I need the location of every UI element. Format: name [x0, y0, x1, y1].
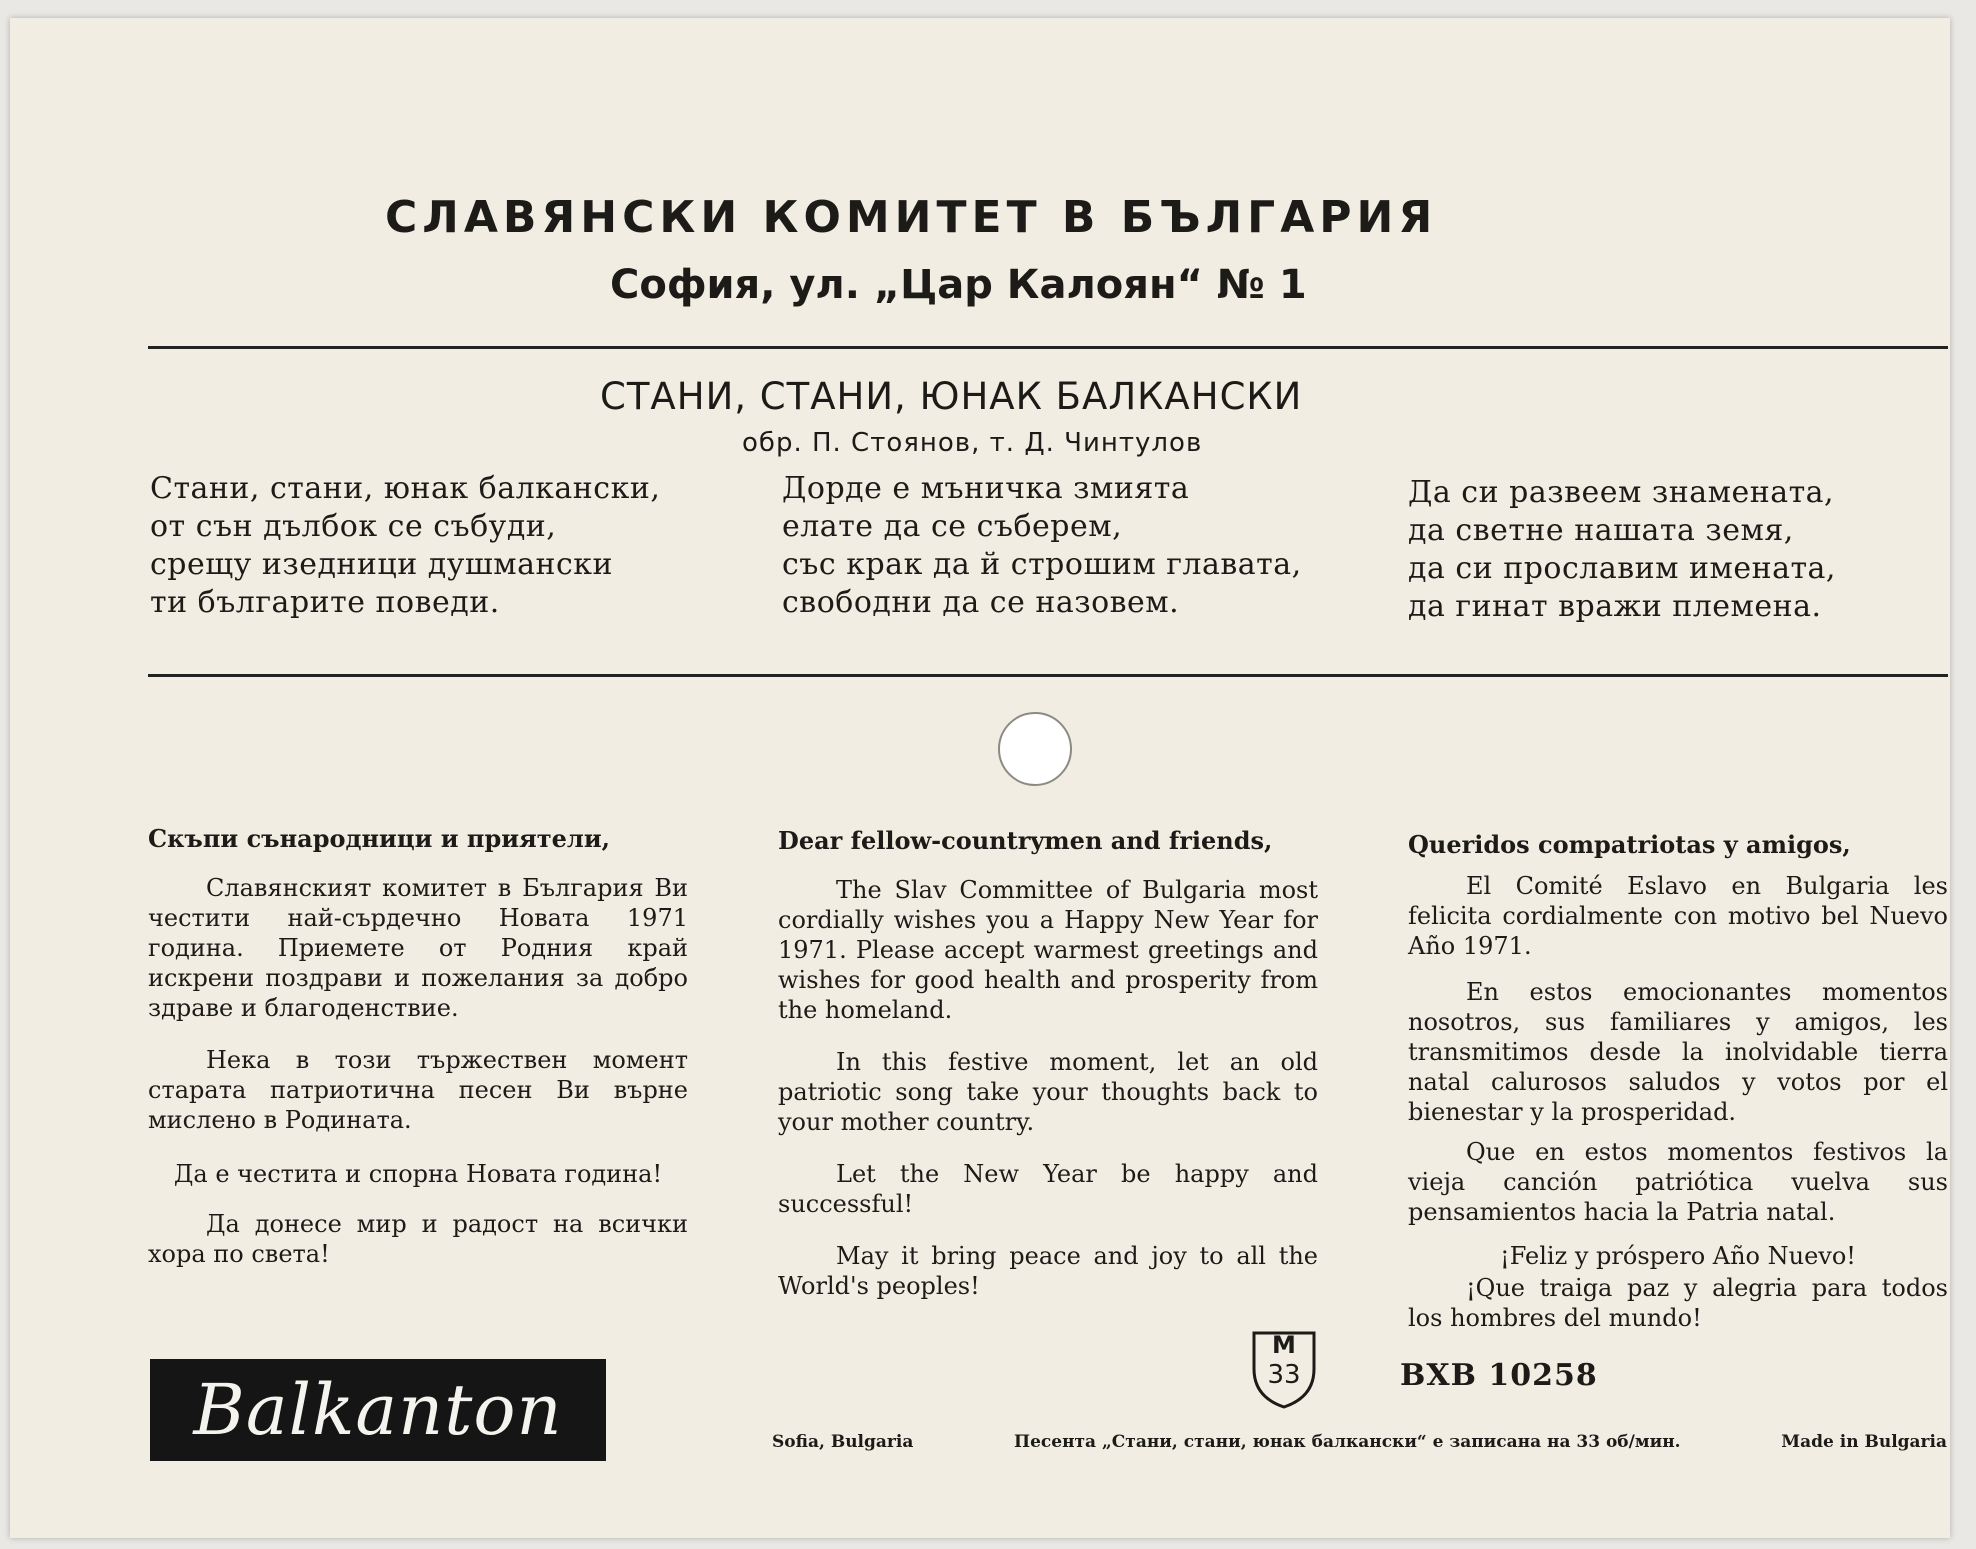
- verse-line: Дорде е мъничка змията: [782, 471, 1190, 506]
- catalog-number: BXB 10258: [1400, 1358, 1598, 1393]
- middle-divider: [148, 674, 1948, 677]
- greeting-heading: Dear fellow-countrymen and friends,: [778, 826, 1273, 855]
- greeting-bulgarian: [148, 824, 688, 1269]
- verse-1: [150, 470, 660, 622]
- verse-line: да си прославим имената,: [1408, 551, 1836, 586]
- footer-made-in: Made in Bulgaria: [1781, 1432, 1947, 1452]
- speed-mark-letter: M: [1272, 1331, 1296, 1359]
- greeting-heading: Queridos compatriotas y amigos,: [1408, 830, 1851, 859]
- greeting-paragraph: ¡Que traiga paz y alegria para todos los hombres del mundo!: [1408, 1274, 1948, 1332]
- organization-name: СЛАВЯНСКИ КОМИТЕТ В БЪЛГАРИЯ: [385, 192, 1438, 243]
- verse-2: [782, 470, 1302, 622]
- greeting-spanish: [1408, 830, 1948, 1333]
- verse-3: [1408, 474, 1836, 626]
- verse-line: ти българите поведи.: [150, 585, 500, 620]
- greeting-paragraph: ¡Feliz y próspero Año Nuevo!: [1500, 1242, 1856, 1270]
- verse-line: да гинат вражи племена.: [1408, 589, 1822, 624]
- greeting-paragraph: The Slav Committee of Bulgaria most cordially wishes you a Happy New Year for 1971. Please accept warmest greetings and wishes for good health and prosperity from the homeland.: [778, 876, 1318, 1024]
- greeting-paragraph: Que en estos momentos festivos la vieja canción patriótica vuelva sus pensamientos hacia la Patria natal.: [1408, 1138, 1948, 1226]
- verse-line: елате да се съберем,: [782, 509, 1123, 544]
- verse-line: срещу изедници душмански: [150, 547, 614, 582]
- footer: [772, 1432, 1947, 1452]
- song-title: СТАНИ, СТАНИ, ЮНАК БАЛКАНСКИ: [600, 375, 1303, 418]
- greeting-paragraph: Нека в този тържествен момент старата патриотична песен Ви върне мислено в Родината.: [148, 1046, 688, 1134]
- top-divider: [148, 346, 1948, 349]
- organization-address: София, ул. „Цар Калоян“ № 1: [610, 262, 1307, 308]
- greeting-paragraph: May it bring peace and joy to all the World's peoples!: [778, 1242, 1318, 1300]
- greeting-paragraph: En estos emocionantes momentos nosotros, sus familiares y amigos, les transmitimos desde la inolvidable tierra natal calurosos saludos y votos por el bienestar y la prosperidad.: [1408, 978, 1948, 1126]
- spindle-hole: [998, 712, 1072, 786]
- greeting-paragraph: Let the New Year be happy and successful!: [778, 1160, 1318, 1218]
- greeting-paragraph: Да донесе мир и радост на всички хора по света!: [148, 1210, 688, 1268]
- balkanton-logo: Balkanton: [150, 1359, 606, 1461]
- greeting-paragraph: Славянският комитет в България Ви честити най-сърдечно Новата 1971 година. Приемете от Родния край искрени поздрави и пожелания за добро здраве и благоденствие.: [148, 874, 688, 1022]
- verse-line: от сън дълбок се събуди,: [150, 509, 557, 544]
- verse-line: Стани, стани, юнак балкански,: [150, 471, 661, 506]
- greeting-paragraph: In this festive moment, let an old patriotic song take your thoughts back to your mother country.: [778, 1048, 1318, 1136]
- verse-line: да светне нашата земя,: [1408, 513, 1794, 548]
- speed-mark-number: 33: [1267, 1360, 1301, 1390]
- verse-line: свободни да се назовем.: [782, 585, 1180, 620]
- verse-line: със крак да й строшим главата,: [782, 547, 1302, 582]
- greeting-paragraph: Да е честита и спорна Новата година!: [173, 1160, 663, 1188]
- greeting-heading: Скъпи сънародници и приятели,: [148, 824, 610, 853]
- footer-location: Sofia, Bulgaria: [772, 1432, 914, 1452]
- footer-recording-note: Песента „Стани, стани, юнак балкански“ е записана на 33 об/мин.: [1014, 1432, 1681, 1452]
- verse-line: Да си развеем знамената,: [1408, 475, 1835, 510]
- greeting-english: [778, 826, 1318, 1301]
- greeting-paragraph: El Comité Eslavo en Bulgaria les felicita cordialmente con motivo bel Nuevo Año 1971.: [1408, 872, 1948, 960]
- speed-mark-icon: [1250, 1327, 1318, 1409]
- song-credits: обр. П. Стоянов, т. Д. Чинтулов: [742, 428, 1203, 458]
